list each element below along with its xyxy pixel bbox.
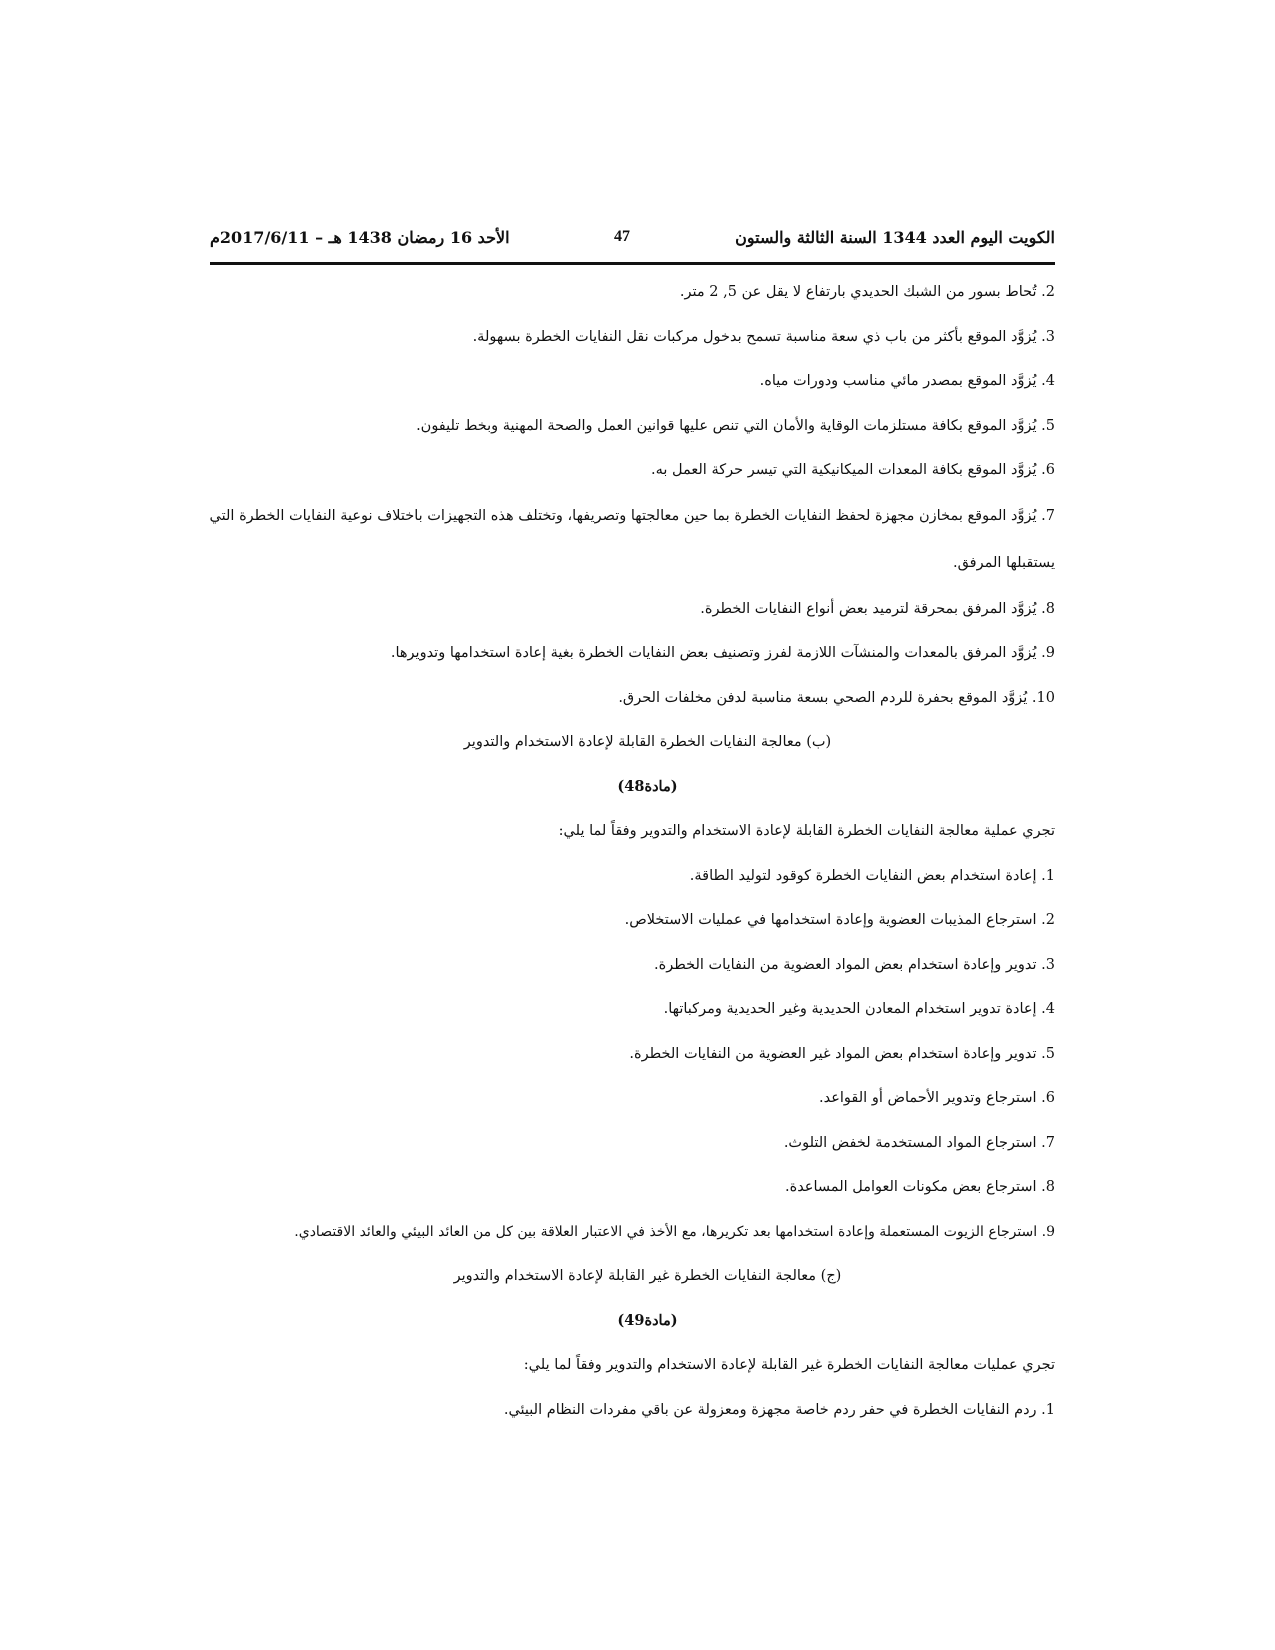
section-b-intro: تجري عملية معالجة النفايات الخطرة القابلة لإعادة الاستخدام والتدوير وفقاً لما يلي: bbox=[558, 823, 1055, 839]
list-item: 10. يُزوَّد الموقع بحفرة للردم الصحي بسعة مناسبة لدفن مخلفات الحرق. bbox=[618, 689, 1055, 706]
page-number: 47 bbox=[614, 228, 630, 245]
list-item: 5. تدوير وإعادة استخدام بعض المواد غير العضوية من النفايات الخطرة. bbox=[629, 1045, 1055, 1062]
page-header bbox=[210, 228, 1055, 262]
list-item: 8. يُزوَّد المرفق بمحرقة لترميد بعض أنواع النفايات الخطرة. bbox=[700, 600, 1055, 617]
list-item: 3. يُزوَّد الموقع بأكثر من باب ذي سعة مناسبة تسمح بدخول مركبات نقل النفايات الخطرة بسهولة. bbox=[472, 328, 1055, 345]
list-item: 9. يُزوَّد المرفق بالمعدات والمنشآت اللازمة لفرز وتصنيف بعض النفايات الخطرة بغية إعادة استخدامها وتدويرها. bbox=[390, 645, 1055, 661]
header-divider bbox=[210, 262, 1055, 265]
list-item: 8. استرجاع بعض مكونات العوامل المساعدة. bbox=[784, 1179, 1055, 1195]
list-item: 4. إعادة تدوير استخدام المعادن الحديدية وغير الحديدية ومركباتها. bbox=[663, 1001, 1055, 1017]
list-item: 1. ردم النفايات الخطرة في حفر ردم خاصة مجهزة ومعزولة عن باقي مفردات النظام البيئي. bbox=[503, 1401, 1055, 1418]
list-item: 2. تُحاط بسور من الشبك الحديدي بارتفاع لا يقل عن 5, 2 متر. bbox=[679, 284, 1055, 300]
list-item: 6. استرجاع وتدوير الأحماض أو القواعد. bbox=[819, 1090, 1055, 1106]
list-item: 5. يُزوَّد الموقع بكافة مستلزمات الوقاية والأمان التي تنص عليها قوانين العمل والصحة المهنية وبخط تليفون. bbox=[416, 417, 1055, 434]
document-body bbox=[200, 270, 1055, 1432]
list-item: 2. استرجاع المذيبات العضوية وإعادة استخدامها في عمليات الاستخلاص. bbox=[624, 912, 1055, 928]
list-item: 9. استرجاع الزيوت المستعملة وإعادة استخدامها بعد تكريرها، مع الأخذ في الاعتبار العلاقة بين كل من العائد البيئي والعائد الاقتصادي. bbox=[294, 1223, 1055, 1240]
section-c-intro: تجري عمليات معالجة النفايات الخطرة غير القابلة لإعادة الاستخدام والتدوير وفقاً لما يلي: bbox=[523, 1357, 1055, 1373]
list-item: 7. استرجاع المواد المستخدمة لخفض التلوث. bbox=[783, 1134, 1055, 1151]
article-48-heading: (مادة48) bbox=[617, 777, 678, 795]
issue-date: الأحد 16 رمضان 1438 هـ – 2017/6/11م bbox=[210, 228, 510, 247]
list-item: 3. تدوير وإعادة استخدام بعض المواد العضوية من النفايات الخطرة. bbox=[653, 956, 1055, 973]
section-c-title: (ج) معالجة النفايات الخطرة غير القابلة لإعادة الاستخدام والتدوير bbox=[453, 1268, 842, 1284]
gazette-issue-info: الكويت اليوم العدد 1344 السنة الثالثة والستون bbox=[735, 228, 1055, 247]
list-item: 6. يُزوَّد الموقع بكافة المعدات الميكانيكية التي تيسر حركة العمل به. bbox=[651, 462, 1055, 478]
list-item: 1. إعادة استخدام بعض النفايات الخطرة كوقود لتوليد الطاقة. bbox=[689, 867, 1055, 884]
list-item: 4. يُزوَّد الموقع بمصدر مائي مناسب ودورات مياه. bbox=[759, 373, 1055, 389]
list-item: 7. يُزوَّد الموقع بمخازن مجهزة لحفظ النفايات الخطرة بما حين معالجتها وتصريفها، وتختلف هذه التجهيزات باختلاف نوعية النفايات الخطرة التي يستقبلها المرفق. bbox=[209, 507, 1055, 571]
article-49-heading: (مادة49) bbox=[617, 1311, 678, 1329]
section-b-title: (ب) معالجة النفايات الخطرة القابلة لإعادة الاستخدام والتدوير bbox=[463, 734, 832, 750]
